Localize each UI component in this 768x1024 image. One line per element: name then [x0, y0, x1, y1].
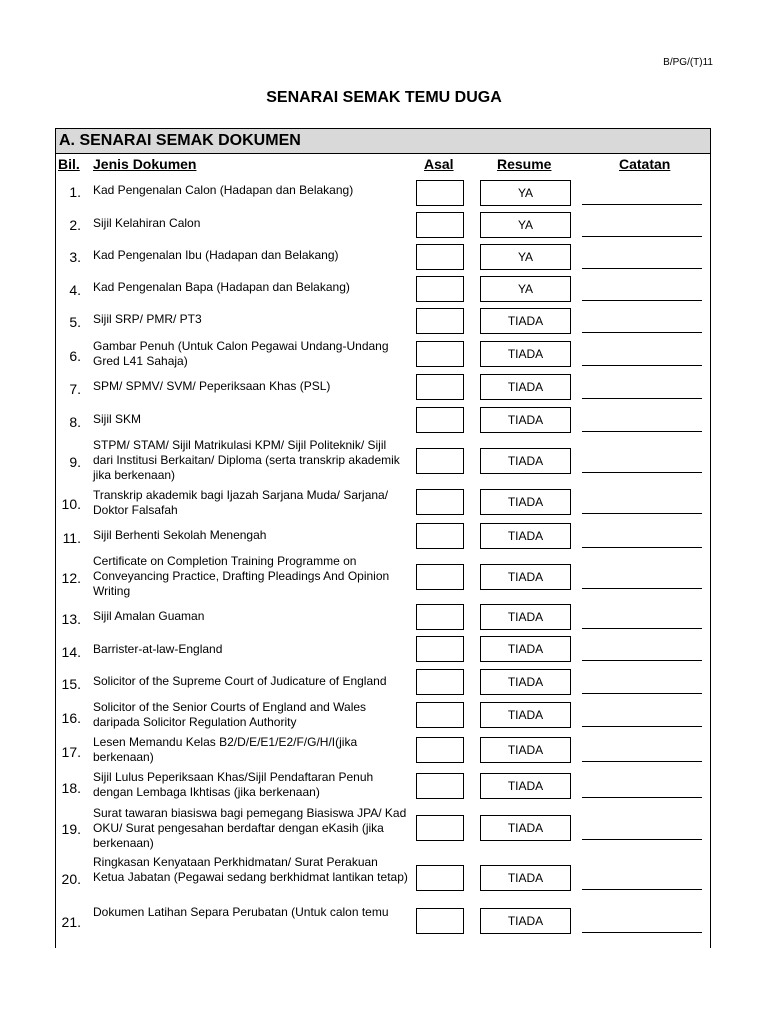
resume-status: TIADA: [480, 865, 571, 891]
resume-status: TIADA: [480, 374, 571, 400]
asal-checkbox[interactable]: [416, 489, 464, 515]
document-name: Kad Pengenalan Calon (Hadapan dan Belakang): [93, 183, 354, 197]
row-number: 2.: [69, 217, 81, 233]
resume-status: YA: [480, 180, 571, 206]
asal-checkbox[interactable]: [416, 865, 464, 891]
catatan-field[interactable]: [582, 431, 702, 432]
resume-status: YA: [480, 212, 571, 238]
asal-checkbox[interactable]: [416, 308, 464, 334]
catatan-field[interactable]: [582, 236, 702, 237]
form-code: B/PG/(T)11: [663, 57, 713, 68]
catatan-field[interactable]: [582, 588, 702, 589]
catatan-field[interactable]: [582, 932, 702, 933]
asal-checkbox[interactable]: [416, 908, 464, 934]
document-name: Gambar Penuh (Untuk Calon Pegawai Undang-Undang Gred L41 Sahaja): [93, 339, 389, 368]
resume-status: TIADA: [480, 407, 571, 433]
resume-status: TIADA: [480, 636, 571, 662]
asal-checkbox[interactable]: [416, 212, 464, 238]
row-number: 9.: [69, 454, 81, 470]
document-name: Certificate on Completion Training Programme on Conveyancing Practice, Drafting Pleadings And Opinion Writing: [93, 554, 390, 598]
col-header-asal: Asal: [424, 156, 454, 172]
catatan-field[interactable]: [582, 761, 702, 762]
resume-status: TIADA: [480, 523, 571, 549]
document-name: Barrister-at-law-England: [93, 642, 223, 656]
row-number: 7.: [69, 381, 81, 397]
catatan-field[interactable]: [582, 628, 702, 629]
row-number: 11.: [62, 530, 81, 546]
row-number: 20.: [61, 871, 81, 887]
row-number: 3.: [69, 249, 81, 265]
asal-checkbox[interactable]: [416, 604, 464, 630]
document-name: Solicitor of the Senior Courts of England and Wales daripada Solicitor Regulation Authority: [93, 700, 367, 729]
catatan-field[interactable]: [582, 660, 702, 661]
asal-checkbox[interactable]: [416, 564, 464, 590]
document-name: Sijil Berhenti Sekolah Menengah: [93, 528, 267, 542]
catatan-field[interactable]: [582, 889, 702, 890]
row-number: 4.: [69, 282, 81, 298]
resume-status: TIADA: [480, 308, 571, 334]
asal-checkbox[interactable]: [416, 276, 464, 302]
catatan-field[interactable]: [582, 839, 702, 840]
asal-checkbox[interactable]: [416, 702, 464, 728]
catatan-field[interactable]: [582, 472, 702, 473]
row-number: 12.: [61, 570, 81, 586]
resume-status: TIADA: [480, 448, 571, 474]
resume-status: TIADA: [480, 564, 571, 590]
document-name: Dokumen Latihan Separa Perubatan (Untuk calon temu: [93, 905, 389, 919]
asal-checkbox[interactable]: [416, 341, 464, 367]
row-number: 19.: [61, 821, 81, 837]
resume-status: TIADA: [480, 489, 571, 515]
document-name: Kad Pengenalan Ibu (Hadapan dan Belakang): [93, 248, 339, 262]
row-number: 14.: [61, 644, 81, 660]
asal-checkbox[interactable]: [416, 737, 464, 763]
asal-checkbox[interactable]: [416, 244, 464, 270]
row-number: 8.: [69, 414, 81, 430]
row-number: 15.: [61, 676, 81, 692]
document-name: Solicitor of the Supreme Court of Judicature of England: [93, 674, 387, 688]
asal-checkbox[interactable]: [416, 448, 464, 474]
row-number: 5.: [69, 314, 81, 330]
document-name: SPM/ SPMV/ SVM/ Peperiksaan Khas (PSL): [93, 379, 331, 393]
row-number: 6.: [69, 348, 81, 364]
catatan-field[interactable]: [582, 547, 702, 548]
document-name: Ringkasan Kenyataan Perkhidmatan/ Surat Perakuan Ketua Jabatan (Pegawai sedang berkhidmat lantikan tetap): [93, 855, 408, 884]
page-title: SENARAI SEMAK TEMU DUGA: [266, 89, 502, 106]
catatan-field[interactable]: [582, 693, 702, 694]
row-number: 13.: [61, 611, 81, 627]
resume-status: TIADA: [480, 341, 571, 367]
asal-checkbox[interactable]: [416, 669, 464, 695]
resume-status: TIADA: [480, 669, 571, 695]
row-number: 16.: [61, 710, 81, 726]
col-header-bil: Bil.: [58, 156, 80, 172]
resume-status: TIADA: [480, 604, 571, 630]
document-name: Sijil Lulus Peperiksaan Khas/Sijil Pendaftaran Penuh dengan Lembaga Ikhtisas (jika berkenaan): [93, 770, 374, 799]
resume-status: TIADA: [480, 702, 571, 728]
document-name: Sijil Amalan Guaman: [93, 609, 205, 623]
catatan-field[interactable]: [582, 300, 702, 301]
col-header-resume: Resume: [497, 156, 552, 172]
row-number: 1.: [69, 184, 81, 200]
resume-status: YA: [480, 244, 571, 270]
document-name: Sijil SRP/ PMR/ PT3: [93, 312, 202, 326]
col-header-jenis: Jenis Dokumen: [93, 156, 197, 172]
asal-checkbox[interactable]: [416, 407, 464, 433]
row-number: 21.: [61, 914, 81, 930]
document-name: Transkrip akademik bagi Ijazah Sarjana Muda/ Sarjana/ Doktor Falsafah: [93, 488, 389, 517]
resume-status: YA: [480, 276, 571, 302]
row-number: 10.: [61, 496, 81, 512]
catatan-field[interactable]: [582, 332, 702, 333]
asal-checkbox[interactable]: [416, 180, 464, 206]
resume-status: TIADA: [480, 908, 571, 934]
resume-status: TIADA: [480, 773, 571, 799]
asal-checkbox[interactable]: [416, 374, 464, 400]
catatan-field[interactable]: [582, 204, 702, 205]
document-name: Surat tawaran biasiswa bagi pemegang Biasiswa JPA/ Kad OKU/ Surat pengesahan berdaftar dengan eKasih (jika berkenaan): [93, 806, 407, 850]
document-name: Kad Pengenalan Bapa (Hadapan dan Belakang): [93, 280, 350, 294]
resume-status: TIADA: [480, 815, 571, 841]
asal-checkbox[interactable]: [416, 815, 464, 841]
row-number: 17.: [61, 744, 81, 760]
asal-checkbox[interactable]: [416, 523, 464, 549]
catatan-field[interactable]: [582, 726, 702, 727]
document-name: Lesen Memandu Kelas B2/D/E/E1/E2/F/G/H/I(jika berkenaan): [93, 735, 358, 764]
catatan-field[interactable]: [582, 398, 702, 399]
resume-status: TIADA: [480, 737, 571, 763]
col-header-catatan: Catatan: [619, 156, 671, 172]
asal-checkbox[interactable]: [416, 636, 464, 662]
document-name: STPM/ STAM/ Sijil Matrikulasi KPM/ Sijil Politeknik/ Sijil dari Institusi Berkaitan/ Diploma (serta transkrip akademik jika berkenaan): [93, 438, 400, 482]
document-name: Sijil SKM: [93, 412, 142, 426]
row-number: 18.: [61, 780, 81, 796]
catatan-field[interactable]: [582, 797, 702, 798]
asal-checkbox[interactable]: [416, 773, 464, 799]
catatan-field[interactable]: [582, 365, 702, 366]
section-title: A. SENARAI SEMAK DOKUMEN: [56, 129, 710, 154]
document-name: Sijil Kelahiran Calon: [93, 216, 201, 230]
catatan-field[interactable]: [582, 513, 702, 514]
catatan-field[interactable]: [582, 268, 702, 269]
